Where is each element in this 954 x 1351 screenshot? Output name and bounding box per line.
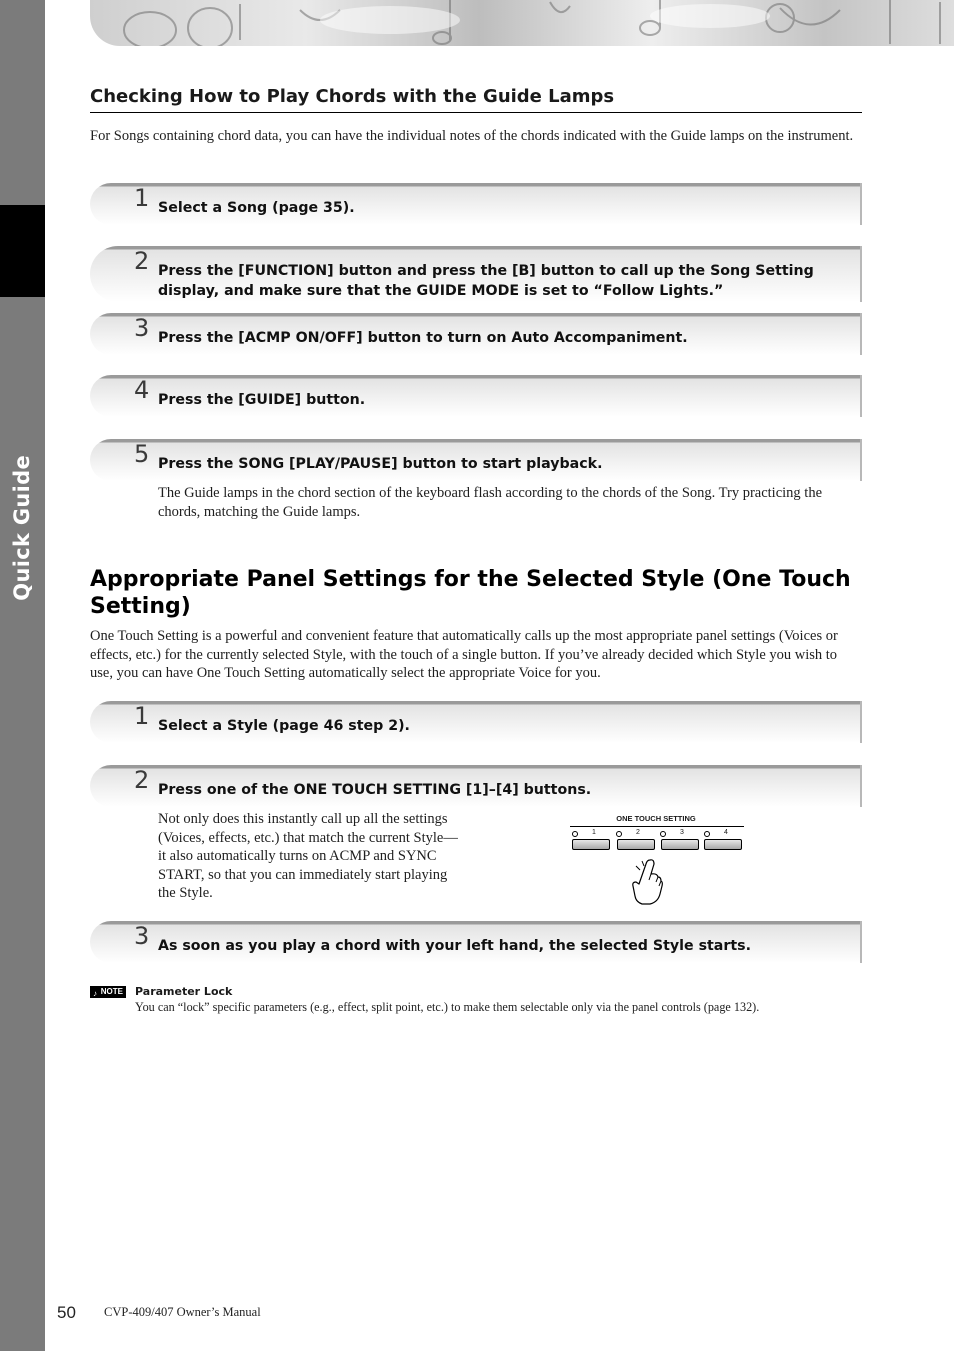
music-note-icon: ♪	[93, 989, 97, 998]
one-touch-setting-panel	[568, 814, 748, 909]
note-badge	[90, 986, 126, 998]
lamp-icon	[616, 831, 622, 837]
pointing-hand-icon	[630, 858, 664, 906]
step-5-detail: The Guide lamps in the chord section of the keyboard flash according to the chords of the Song. Try practicing the chords, matching the Guide lamps.	[158, 485, 823, 520]
step-text: Press the [GUIDE] button.	[158, 392, 366, 408]
step-number: 2	[134, 766, 150, 794]
section-title-one-touch: Appropriate Panel Settings for the Selected Style (One Touch Setting)	[90, 567, 851, 619]
step-1-select-style	[90, 701, 862, 743]
sidebar-label	[2, 455, 42, 615]
step-2-one-touch-button	[90, 765, 862, 807]
lamp-icon	[660, 831, 666, 837]
button-number: 4	[724, 829, 728, 836]
step-text: Press the SONG [PLAY/PAUSE] button to start playback.	[158, 456, 603, 472]
one-touch-button-3[interactable]	[661, 839, 699, 850]
step-1-select-song	[90, 183, 862, 225]
page-number: 50	[57, 1303, 76, 1322]
step-number: 4	[134, 376, 150, 404]
panel-lamp-row	[570, 829, 746, 839]
step-2-function-button	[90, 246, 862, 302]
step-number: 3	[134, 922, 150, 950]
one-touch-button-1[interactable]	[572, 839, 610, 850]
panel-divider	[570, 826, 744, 827]
step-3-acmp-button	[90, 313, 862, 355]
sidebar-tab	[0, 205, 45, 297]
header-banner	[90, 0, 954, 46]
one-touch-button-4[interactable]	[704, 839, 742, 850]
button-number: 2	[636, 829, 640, 836]
sidebar	[0, 0, 45, 1351]
step-number: 5	[134, 440, 150, 468]
step-text: As soon as you play a chord with your left hand, the selected Style starts.	[158, 938, 751, 954]
music-notes-decoration	[90, 0, 954, 46]
step-text: Press the [FUNCTION] button and press the [B] button to call up the Song Setting display, and make sure that the GUIDE MODE is set to “Follow Lights.”	[158, 263, 814, 299]
step-5-play-pause	[90, 439, 862, 481]
note-title: Parameter Lock	[135, 985, 233, 998]
note-badge-label: NOTE	[100, 987, 123, 996]
section-intro-guide-lamps: For Songs containing chord data, you can have the individual notes of the chords indicated with the Guide lamps on the instrument.	[90, 128, 854, 144]
lamp-icon	[572, 831, 578, 837]
note-text: You can “lock” specific parameters (e.g., effect, split point, etc.) to make them selectable only via the panel controls (page 132).	[135, 1000, 760, 1014]
button-number: 3	[680, 829, 684, 836]
sidebar-label-text: Quick Guide	[10, 455, 34, 601]
step-number: 1	[134, 184, 150, 212]
step-number: 2	[134, 247, 150, 275]
step-2-detail: Not only does this instantly call up all the settings (Voices, effects, etc.) that match the current Style—it also automatically turns on ACMP and SYNC START, so that you can immediately start playing the Style.	[158, 811, 458, 901]
step-text: Press the [ACMP ON/OFF] button to turn on Auto Accompaniment.	[158, 330, 688, 346]
section-title-guide-lamps: Checking How to Play Chords with the Guide Lamps	[90, 86, 862, 113]
section-intro-one-touch: One Touch Setting is a powerful and convenient feature that automatically calls up the most appropriate panel settings (Voices or effects, etc.) for the currently selected Style, with the touch of a single button. If you’ve already decided which Style you wish to use, you can have One Touch Setting automatically select the appropriate Voice for you.	[90, 628, 838, 681]
step-number: 1	[134, 702, 150, 730]
manual-title: CVP-409/407 Owner’s Manual	[104, 1305, 261, 1319]
lamp-icon	[704, 831, 710, 837]
step-text: Select a Style (page 46 step 2).	[158, 718, 410, 734]
step-text: Press one of the ONE TOUCH SETTING [1]–[4] buttons.	[158, 782, 592, 798]
step-text: Select a Song (page 35).	[158, 200, 355, 216]
panel-title: ONE TOUCH SETTING	[616, 814, 696, 823]
step-3-play-chord	[90, 921, 862, 963]
one-touch-button-2[interactable]	[617, 839, 655, 850]
step-4-guide-button	[90, 375, 862, 417]
step-number: 3	[134, 314, 150, 342]
button-number: 1	[592, 829, 596, 836]
